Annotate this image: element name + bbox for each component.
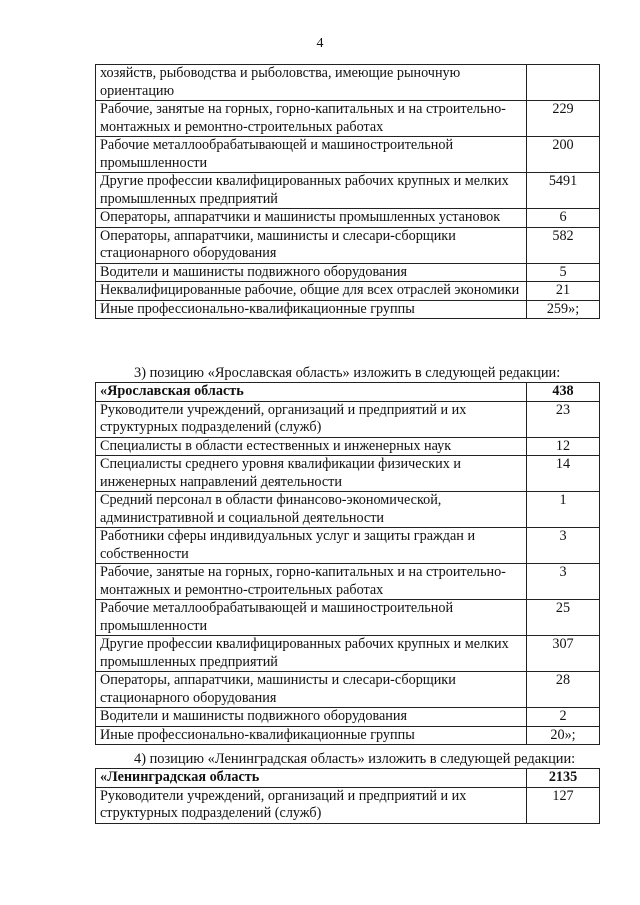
- section-4-intro: 4) позицию «Ленинградская область» изложить в следующей редакции:: [134, 751, 576, 767]
- occupation-group: Операторы, аппаратчики и машинисты промышленных установок: [96, 209, 527, 228]
- occupation-count: 28: [527, 672, 600, 708]
- table-row: [96, 227, 600, 263]
- table-row: [96, 101, 600, 137]
- occupation-group: Водители и машинисты подвижного оборудования: [96, 708, 527, 727]
- occupation-count: 21: [527, 282, 600, 301]
- occupation-group: Руководители учреждений, организаций и предприятий и их структурных подразделений (служб): [96, 787, 527, 823]
- occupation-count: 6: [527, 209, 600, 228]
- yaroslavl-table: [95, 382, 600, 745]
- occupation-group: Иные профессионально-квалификационные группы: [96, 300, 527, 319]
- table-row: [96, 437, 600, 456]
- occupation-group: Специалисты в области естественных и инженерных наук: [96, 437, 527, 456]
- occupation-group: Рабочие металлообрабатывающей и машиностроительной промышленности: [96, 137, 527, 173]
- occupation-count: 12: [527, 437, 600, 456]
- leningrad-table: [95, 768, 600, 824]
- occupation-count: 23: [527, 401, 600, 437]
- occupation-group: Рабочие, занятые на горных, горно-капитальных и на строительно-монтажных и ремонтно-строительных работах: [96, 101, 527, 137]
- occupation-count: 5: [527, 263, 600, 282]
- table-row: [96, 456, 600, 492]
- occupation-count: 3: [527, 528, 600, 564]
- table-row: [96, 636, 600, 672]
- table-row: [96, 564, 600, 600]
- occupation-count: 127: [527, 787, 600, 823]
- occupation-group: Рабочие, занятые на горных, горно-капитальных и на строительно-монтажных и ремонтно-строительных работах: [96, 564, 527, 600]
- table-body: [96, 401, 600, 745]
- table-body: [96, 65, 600, 319]
- table-row: [96, 672, 600, 708]
- table-row: [96, 263, 600, 282]
- table-body: [96, 787, 600, 823]
- occupation-count: 2: [527, 708, 600, 727]
- occupation-count: 20»;: [527, 726, 600, 745]
- occupation-count: 5491: [527, 173, 600, 209]
- occupation-count: 307: [527, 636, 600, 672]
- table-row: [96, 708, 600, 727]
- table-row: [96, 528, 600, 564]
- occupation-group: Другие профессии квалифицированных рабочих крупных и мелких промышленных предприятий: [96, 173, 527, 209]
- occupation-group: Рабочие металлообрабатывающей и машиностроительной промышленности: [96, 600, 527, 636]
- occupation-group: Работники сферы индивидуальных услуг и защиты граждан и собственности: [96, 528, 527, 564]
- occupation-group: Другие профессии квалифицированных рабочих крупных и мелких промышленных предприятий: [96, 636, 527, 672]
- page-number: 4: [316, 36, 324, 51]
- table-row: [96, 173, 600, 209]
- region-total: 2135: [527, 769, 600, 788]
- table-row: [96, 137, 600, 173]
- region-name: «Ярославская область: [96, 383, 527, 402]
- occupation-group: Специалисты среднего уровня квалификации физических и инженерных направлений деятельности: [96, 456, 527, 492]
- occupation-count: 229: [527, 101, 600, 137]
- table-row: [96, 726, 600, 745]
- occupation-group: Средний персонал в области финансово-экономической, административной и социальной деятельности: [96, 492, 527, 528]
- occupation-count: 582: [527, 227, 600, 263]
- table-header-row: [96, 383, 600, 402]
- occupation-group: Водители и машинисты подвижного оборудования: [96, 263, 527, 282]
- table-row: [96, 65, 600, 101]
- occupation-group: Операторы, аппаратчики, машинисты и слесари-сборщики стационарного оборудования: [96, 227, 527, 263]
- table-row: [96, 401, 600, 437]
- occupation-count: 14: [527, 456, 600, 492]
- table-row: [96, 492, 600, 528]
- occupation-group: Операторы, аппаратчики, машинисты и слесари-сборщики стационарного оборудования: [96, 672, 527, 708]
- region-total: 438: [527, 383, 600, 402]
- table-row: [96, 282, 600, 301]
- section-3-intro: 3) позицию «Ярославская область» изложить в следующей редакции:: [134, 365, 561, 381]
- occupation-count: [527, 65, 600, 101]
- occupation-count: 259»;: [527, 300, 600, 319]
- table-row: [96, 787, 600, 823]
- occupation-group: Неквалифицированные рабочие, общие для всех отраслей экономики: [96, 282, 527, 301]
- table-row: [96, 600, 600, 636]
- occupation-count: 200: [527, 137, 600, 173]
- table-continued: [95, 64, 600, 319]
- region-name: «Ленинградская область: [96, 769, 527, 788]
- table-row: [96, 209, 600, 228]
- table-row: [96, 300, 600, 319]
- occupation-group: хозяйств, рыбоводства и рыболовства, имеющие рыночную ориентацию: [96, 65, 527, 101]
- occupation-group: Иные профессионально-квалификационные группы: [96, 726, 527, 745]
- occupation-group: Руководители учреждений, организаций и предприятий и их структурных подразделений (служб): [96, 401, 527, 437]
- occupation-count: 1: [527, 492, 600, 528]
- table-header-row: [96, 769, 600, 788]
- occupation-count: 3: [527, 564, 600, 600]
- occupation-count: 25: [527, 600, 600, 636]
